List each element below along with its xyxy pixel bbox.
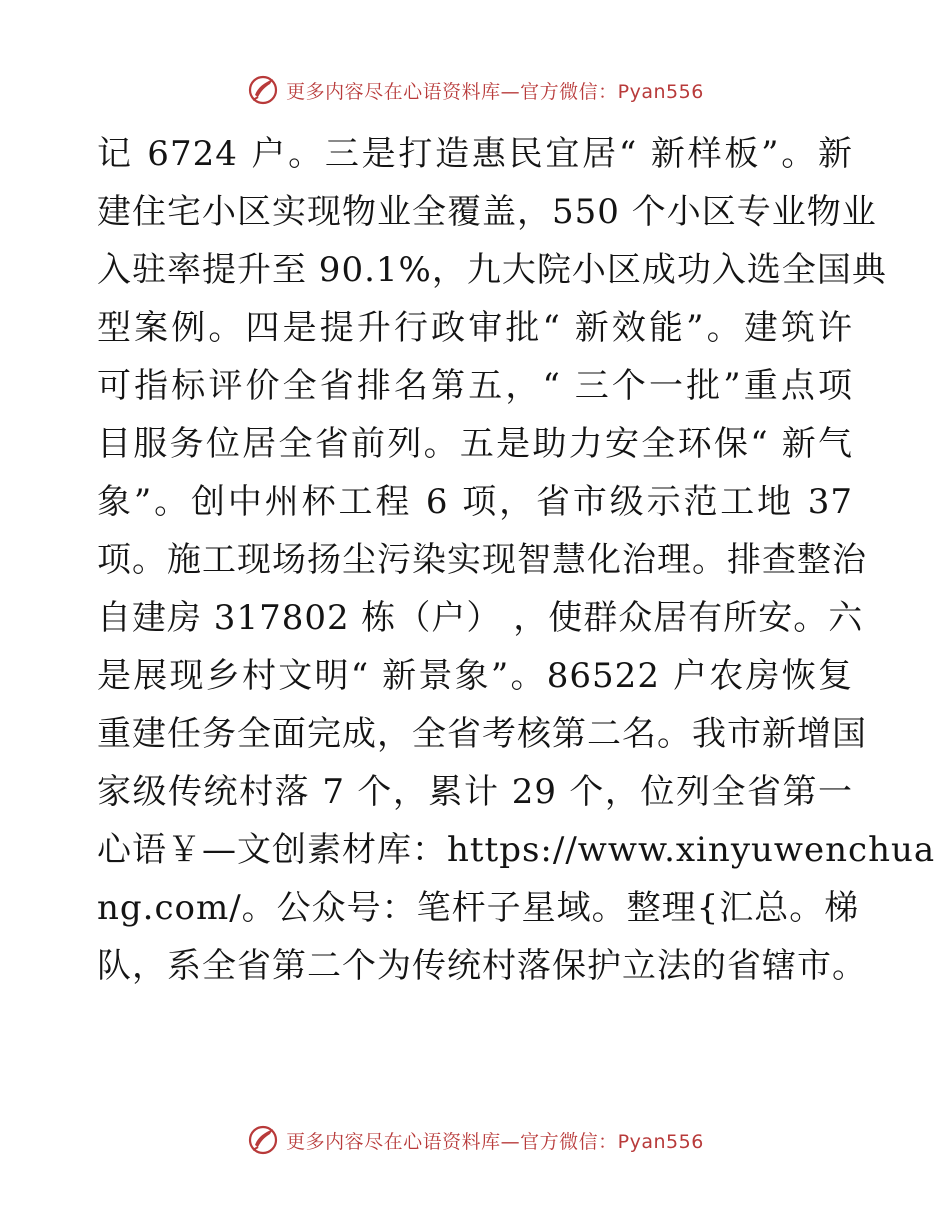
body-line: 目服务位居全省前列。五是助力安全环保“ 新气 (97, 424, 853, 464)
body-line: 心语￥—文创素材库：https://www.xinyuwenchua (97, 830, 936, 870)
watermark-label: 更多内容尽在心语资料库—官方微信： (286, 80, 618, 103)
body-line: 自建房 317802 栋（户） ，使群众居有所安。六 (97, 598, 864, 638)
body-line: ng.com/。公众号：笔杆子星域。整理{汇总。梯 (97, 888, 860, 928)
body-line: 建住宅小区实现物业全覆盖，550 个小区专业物业 (97, 192, 877, 232)
body-line: 入驻率提升至 90.1%，九大院小区成功入选全国典 (97, 250, 887, 290)
header-watermark (0, 70, 950, 110)
watermark-id: Pyan556 (617, 80, 704, 103)
body-line: 可指标评价全省排名第五，“ 三个一批”重点项 (97, 366, 853, 406)
pen-logo-icon (246, 1123, 280, 1157)
watermark-text (286, 77, 704, 104)
document-body (97, 125, 936, 995)
watermark-label: 更多内容尽在心语资料库—官方微信： (286, 1130, 618, 1153)
body-line: 队，系全省第二个为传统村落保护立法的省辖市。 (97, 946, 867, 986)
body-line: 记 6724 户。三是打造惠民宜居“ 新样板”。新 (97, 134, 853, 174)
body-line: 型案例。四是提升行政审批“ 新效能”。建筑许 (97, 308, 853, 348)
footer-watermark (0, 1120, 950, 1160)
watermark-text (286, 1127, 704, 1154)
body-line: 是展现乡村文明“ 新景象”。86522 户农房恢复 (97, 656, 853, 696)
body-line: 象”。创中州杯工程 6 项，省市级示范工地 37 (97, 482, 853, 522)
body-line: 家级传统村落 7 个，累计 29 个，位列全省第一 (97, 772, 853, 812)
body-line: 项。施工现场扬尘污染实现智慧化治理。排查整治 (97, 540, 867, 580)
pen-logo-icon (246, 73, 280, 107)
body-line: 重建任务全面完成，全省考核第二名。我市新增国 (97, 714, 867, 754)
watermark-id: Pyan556 (617, 1130, 704, 1153)
